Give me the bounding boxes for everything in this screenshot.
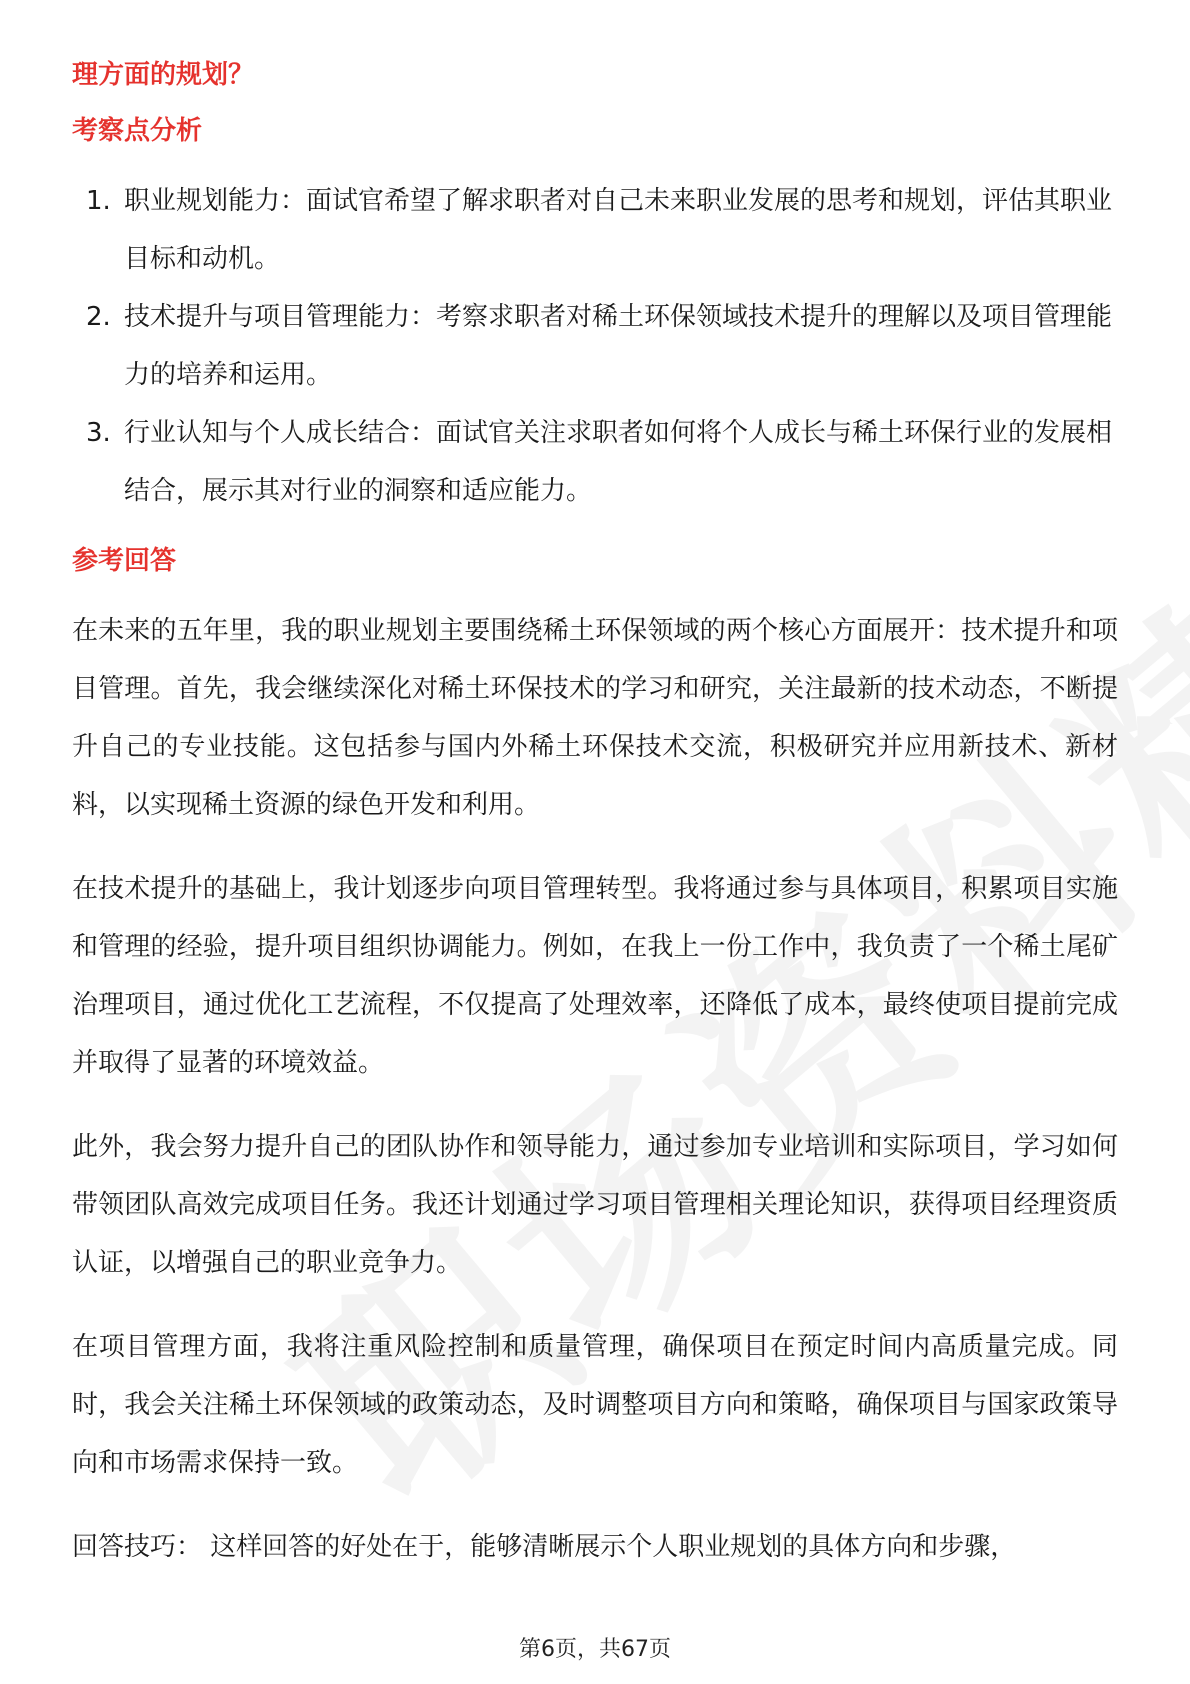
list-item-text: 行业认知与个人成长结合：面试官关注求职者如何将个人成长与稀土环保行业的发展相结合，展示其对行业的洞察和适应能力。 bbox=[124, 418, 1113, 506]
answer-paragraph: 此外，我会努力提升自己的团队协作和领导能力，通过参加专业培训和实际项目，学习如何带领团队高效完成项目任务。我还计划通过学习项目管理相关理论知识，获得项目经理资质认证，以增强自己的职业竞争力。 bbox=[72, 1132, 1118, 1278]
answer-heading: 参考回答 bbox=[72, 546, 177, 576]
document-page bbox=[72, 56, 1118, 1576]
list-item-number: 2. bbox=[86, 302, 111, 332]
list-item-text: 技术提升与项目管理能力：考察求职者对稀土环保领域技术提升的理解以及项目管理能力的培养和运用。 bbox=[124, 302, 1113, 390]
list-item bbox=[72, 404, 1118, 520]
answer-tip: 回答技巧： 这样回答的好处在于，能够清晰展示个人职业规划的具体方向和步骤， bbox=[72, 1532, 1017, 1562]
analysis-list bbox=[72, 172, 1118, 520]
continued-question-title: 理方面的规划？ bbox=[72, 60, 255, 90]
list-item-text: 职业规划能力：面试官希望了解求职者对自己未来职业发展的思考和规划，评估其职业目标和动机。 bbox=[124, 186, 1113, 274]
page-number-footer: 第6页，共67页 bbox=[519, 1637, 671, 1662]
list-item bbox=[72, 288, 1118, 404]
list-item-number: 1. bbox=[86, 186, 111, 216]
list-item bbox=[72, 172, 1118, 288]
answer-paragraph: 在未来的五年里，我的职业规划主要围绕稀土环保领域的两个核心方面展开：技术提升和项目管理。首先，我会继续深化对稀土环保技术的学习和研究，关注最新的技术动态，不断提升自己的专业技能。这包括参与国内外稀土环保技术交流，积极研究并应用新技术、新材料，以实现稀土资源的绿色开发和利用。 bbox=[72, 616, 1118, 820]
analysis-heading: 考察点分析 bbox=[72, 116, 203, 146]
list-item-number: 3. bbox=[86, 418, 111, 448]
answer-paragraph: 在项目管理方面，我将注重风险控制和质量管理，确保项目在预定时间内高质量完成。同时，我会关注稀土环保领域的政策动态，及时调整项目方向和策略，确保项目与国家政策导向和市场需求保持一致。 bbox=[72, 1332, 1118, 1478]
answer-paragraph: 在技术提升的基础上，我计划逐步向项目管理转型。我将通过参与具体项目，积累项目实施和管理的经验，提升项目组织协调能力。例如，在我上一份工作中，我负责了一个稀土尾矿治理项目，通过优化工艺流程，不仅提高了处理效率，还降低了成本，最终使项目提前完成并取得了显著的环境效益。 bbox=[72, 874, 1118, 1078]
